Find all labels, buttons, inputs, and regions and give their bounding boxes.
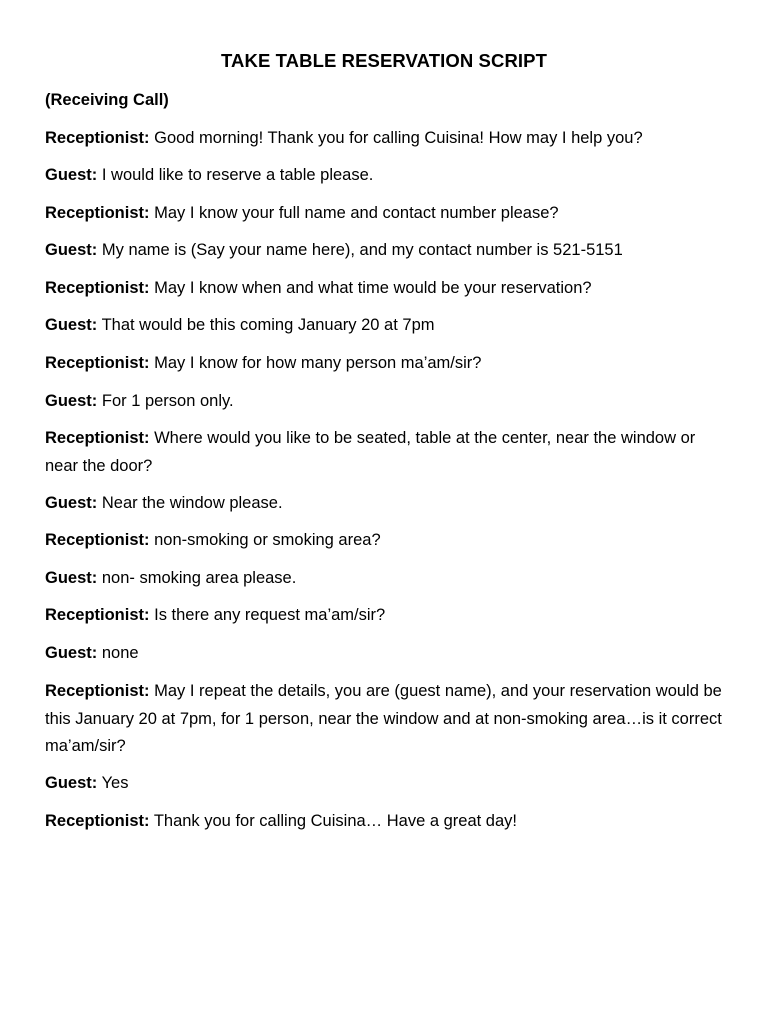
- speaker-label: Receptionist:: [45, 606, 150, 624]
- speaker-label: Guest:: [45, 569, 98, 587]
- dialogue-text: non-smoking or smoking area?: [154, 531, 381, 549]
- page-title: TAKE TABLE RESERVATION SCRIPT: [221, 50, 547, 71]
- dialogue-line: [45, 490, 725, 518]
- dialogue-text: Thank you for calling Cuisina… Have a great day!: [153, 812, 517, 830]
- speaker-label: Receptionist:: [45, 354, 150, 372]
- dialogue-text: Near the window please.: [101, 494, 283, 512]
- dialogue-line: [45, 527, 725, 555]
- dialogue-line: [45, 350, 725, 378]
- speaker-label: Receptionist:: [45, 531, 150, 549]
- dialogue-text: May I know your full name and contact number please?: [154, 204, 559, 222]
- dialogue-line: [45, 388, 725, 416]
- dialogue-line: [45, 602, 725, 630]
- dialogue-line: [45, 125, 725, 153]
- dialogue-line: [45, 425, 725, 480]
- dialogue-text: Where would you like to be seated, table at the center, near the window or near the door?: [45, 429, 696, 475]
- dialogue-text: I would like to reserve a table please.: [101, 166, 374, 184]
- dialogue-line: [45, 162, 725, 190]
- dialogue-line: [45, 312, 725, 340]
- dialogue-line: [45, 678, 735, 761]
- speaker-label: Guest:: [45, 241, 98, 259]
- dialogue-text: May I repeat the details, you are (guest name), and your reservation would be this January 20 at 7pm, for 1 person, near the window and at non-smoking area…is it correct ma’am/sir?: [45, 682, 722, 755]
- speaker-label: Guest:: [45, 316, 98, 334]
- dialogue-text: Is there any request ma’am/sir?: [154, 606, 386, 624]
- dialogue-text: For 1 person only.: [101, 392, 234, 410]
- speaker-label: Guest:: [45, 644, 98, 662]
- dialogue-text: Yes: [101, 774, 129, 792]
- dialogue-line: [45, 565, 725, 593]
- speaker-label: Receptionist:: [45, 812, 150, 830]
- speaker-label: Receptionist:: [45, 129, 150, 147]
- call-context-label: (Receiving Call): [45, 91, 169, 109]
- speaker-label: Receptionist:: [45, 429, 150, 447]
- dialogue-text: My name is (Say your name here), and my contact number is 521-5151: [101, 241, 623, 259]
- dialogue-line: [45, 640, 725, 668]
- speaker-label: Guest:: [45, 392, 98, 410]
- speaker-label: Guest:: [45, 166, 98, 184]
- dialogue-line: [45, 770, 725, 798]
- speaker-label: Guest:: [45, 774, 98, 792]
- dialogue-text: non- smoking area please.: [101, 569, 297, 587]
- dialogue-line: [45, 237, 725, 265]
- speaker-label: Guest:: [45, 494, 98, 512]
- dialogue-text: May I know when and what time would be your reservation?: [154, 279, 592, 297]
- dialogue-text: Good morning! Thank you for calling Cuisina! How may I help you?: [154, 129, 643, 147]
- dialogue-text: none: [101, 644, 139, 662]
- speaker-label: Receptionist:: [45, 204, 150, 222]
- speaker-label: Receptionist:: [45, 682, 150, 700]
- dialogue-line: [45, 808, 725, 836]
- dialogue-text: That would be this coming January 20 at 7pm: [101, 316, 435, 334]
- speaker-label: Receptionist:: [45, 279, 150, 297]
- dialogue-line: [45, 200, 725, 228]
- dialogue-text: May I know for how many person ma’am/sir?: [154, 354, 482, 372]
- dialogue-line: [45, 275, 725, 303]
